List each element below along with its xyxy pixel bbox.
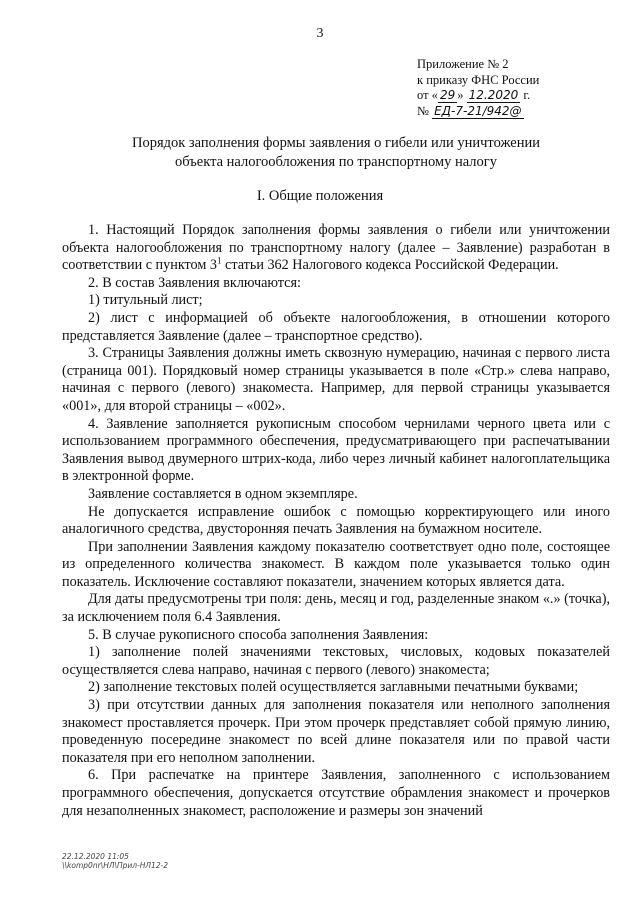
paragraph-10: Для даты предусмотрены три поля: день, месяц и год, разделенные знаком «.» (точка), за исключением поля 6.4 Заявления. xyxy=(62,591,610,626)
paragraph-6: 4. Заявление заполняется рукописным способом чернилами черного цвета или с использованием программного обеспечения, предусматривающего при распечатывании Заявления вывод двумерного штрих-кода, либо через личный кабинет налогоплательщика в электронной форме. xyxy=(62,415,610,485)
page-number: 3 xyxy=(316,26,324,41)
document-title xyxy=(60,134,612,172)
paragraph-12: 1) заполнение полей значениями текстовых, числовых, кодовых показателей осуществляется слева направо, начиная с первого (левого) знакоместа; xyxy=(62,644,610,678)
handwritten-month-year: 12.2020 xyxy=(468,88,519,102)
paragraph-5: 3. Страницы Заявления должны иметь сквозную нумерацию, начиная с первого листа (страница 001). Порядковый номер страницы указывается в поле «Стр.» слева направо, начиная с первого (левого) знакоместа. Например, для первой страницы указывается «001», для второй страницы – «002». xyxy=(62,345,610,414)
number-prefix: № xyxy=(417,103,433,118)
section-heading: I. Общие положения xyxy=(256,188,384,204)
date-suffix: г. xyxy=(520,88,531,102)
appendix-date-line xyxy=(417,88,617,104)
footer-timestamp: 22.12.2020 11:05 xyxy=(62,852,129,861)
handwritten-order-number: ЕД-7-21/942@ xyxy=(434,103,522,118)
paragraph-13: 2) заполнение текстовых полей осуществляется заглавными печатными буквами; xyxy=(88,679,579,696)
paragraph-2: 2. В состав Заявления включаются: xyxy=(88,274,301,291)
paragraph-3: 1) титульный лист; xyxy=(88,292,203,309)
appendix-number-line xyxy=(417,104,617,120)
document-body xyxy=(62,222,610,820)
date-prefix: от « xyxy=(417,88,438,102)
paragraph-1: 1. Настоящий Порядок заполнения формы заявления о гибели или уничтожении объекта налогообложения по транспортному налогу (далее – Заявление) разработан в соответствии с пунктом $3^1$ статьи 362 Налогового кодекса Российской Федерации. xyxy=(62,222,610,274)
handwritten-day: 29 xyxy=(439,88,456,102)
paragraph-14: 3) при отсутствии данных для заполнения показателя или неполного заполнения знакомест проставляется прочерк. При этом прочерк представляет собой прямую линию, проведенную посередине знакомест по всей длине показателя или по правой части показателя при его неполном заполнении. xyxy=(62,697,610,766)
appendix-line-1: Приложение № 2 xyxy=(417,57,509,71)
appendix-block xyxy=(417,57,617,119)
title-line-1: Порядок заполнения формы заявления о гибели или уничтожении xyxy=(131,135,540,151)
paragraph-4: 2) лист с информацией об объекте налогообложения, в отношении которого представляется Заявление (далее – транспортное средство). xyxy=(62,309,610,344)
paragraph-8: Не допускается исправление ошибок с помощью корректирующего или иного аналогичного средства, двусторонняя печать Заявления на бумажном носителе. xyxy=(62,503,610,538)
paragraph-15: 6. При распечатке на принтере Заявления, заполненного с использованием программного обеспечения, допускается отсутствие обрамления знакомест и прочерков для незаполненных знакомест, расположение и размеры зон значений xyxy=(62,767,610,819)
paragraph-7: Заявление составляется в одном экземпляре. xyxy=(88,485,358,502)
file-footer xyxy=(62,852,168,870)
appendix-line-2: к приказу ФНС России xyxy=(417,72,540,87)
date-mid: » xyxy=(457,88,467,102)
superscript: 1 xyxy=(217,255,222,266)
paragraph-11: 5. В случае рукописного способа заполнения Заявления: xyxy=(88,626,429,643)
footer-path: \\komp0nr\НЛ\Прил-НЛ12-2 xyxy=(62,861,169,870)
paragraph-9: При заполнении Заявления каждому показателю соответствует одно поле, состоящее из определенного количества знакомест. В каждом поле указывается только один показатель. Исключение составляют показатели, значением которых является дата. xyxy=(62,538,610,590)
title-line-2: объекта налогообложения по транспортному налогу xyxy=(175,154,497,170)
